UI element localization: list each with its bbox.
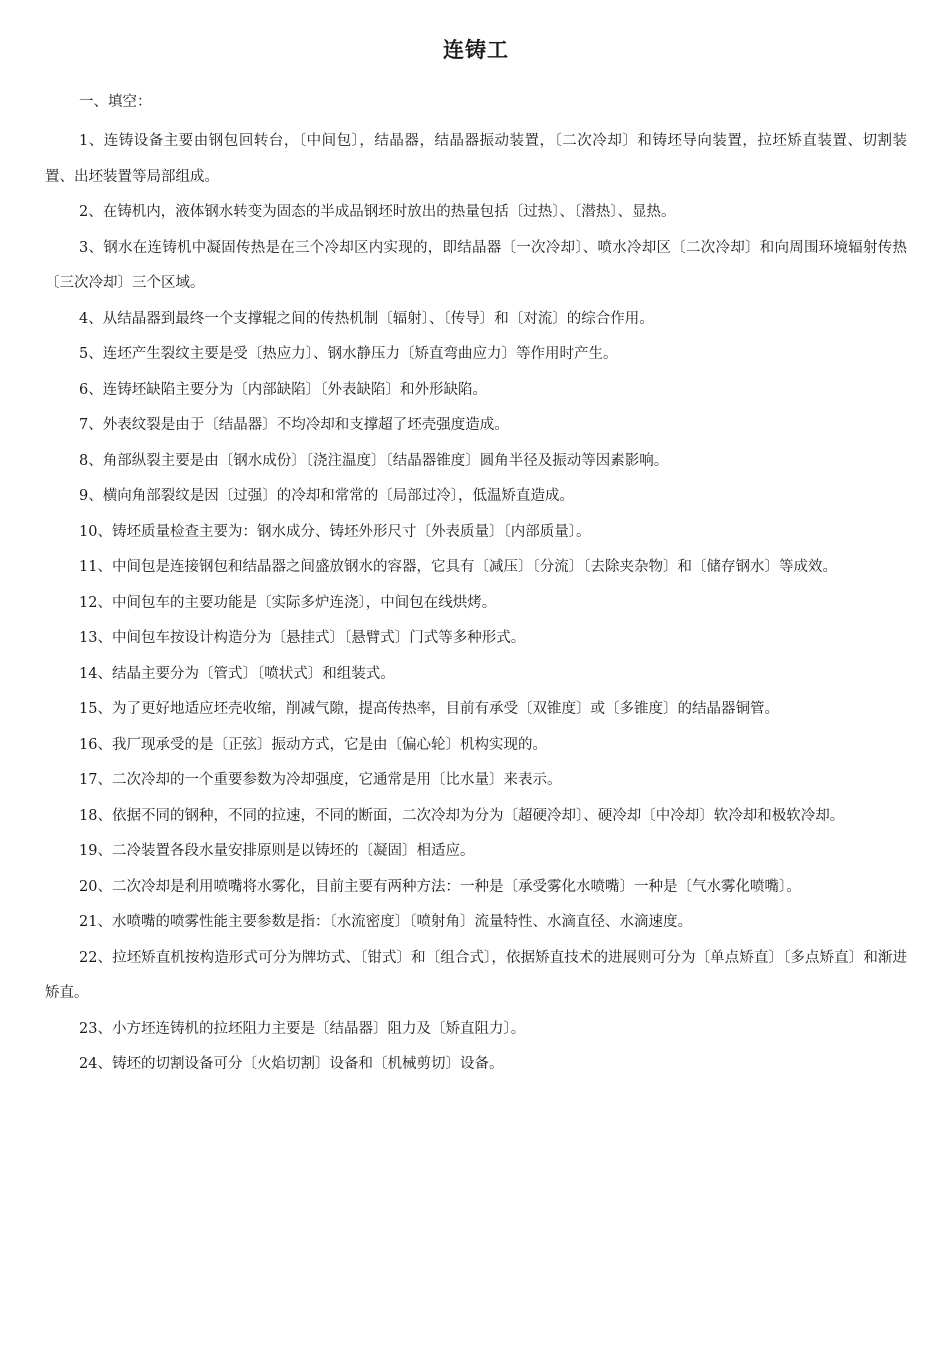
- question-item-17: 17、二次冷却的一个重要参数为冷却强度，它通常是用〔比水量〕来表示。: [79, 772, 562, 788]
- question-item-16: 16、我厂现承受的是〔正弦〕振动方式，它是由〔偏心轮〕机构实现的。: [79, 736, 547, 753]
- question-item-8: 8、角部纵裂主要是由〔钢水成份〕〔浇注温度〕〔结晶器锥度〕圆角半径及振动等因素影响。: [79, 452, 669, 469]
- question-list: [45, 124, 907, 1083]
- question-item-22: 22、拉坯矫直机按构造形式可分为牌坊式、〔钳式〕和〔组合式〕，依据矫直技术的进展则可分为〔单点矫直〕〔多点矫直〕和渐进矫直。: [45, 949, 907, 1001]
- question-item-20: 20、二次冷却是利用喷嘴将水雾化，目前主要有两种方法：一种是〔承受雾化水喷嘴〕一种是〔气水雾化喷嘴〕。: [79, 878, 801, 895]
- question-item-12: 12、中间包车的主要功能是〔实际多炉连浇〕，中间包在线烘烤。: [79, 594, 497, 611]
- question-item-24: 24、铸坯的切割设备可分〔火焰切割〕设备和〔机械剪切〕设备。: [79, 1056, 504, 1072]
- question-item-23: 23、小方坯连铸机的拉坯阻力主要是〔结晶器〕阻力及〔矫直阻力〕。: [79, 1020, 526, 1037]
- question-item-11: 11、中间包是连接钢包和结晶器之间盛放钢水的容器，它具有〔减压〕〔分流〕〔去除夹杂物〕和〔储存钢水〕等成效。: [79, 559, 837, 575]
- question-item-19: 19、二冷装置各段水量安排原则是以铸坯的〔凝固〕相适应。: [79, 843, 475, 859]
- question-item-4: 4、从结晶器到最终一个支撑辊之间的传热机制〔辐射〕、〔传导〕和〔对流〕的综合作用。: [79, 310, 654, 327]
- question-item-3: 3、钢水在连铸机中凝固传热是在三个冷却区内实现的，即结晶器〔一次冷却〕、喷水冷却区〔二次冷却〕和向周围环境辐射传热〔三次冷却〕三个区域。: [45, 239, 907, 291]
- question-item-2: 2、在铸机内，液体钢水转变为固态的半成品钢坯时放出的热量包括〔过热〕、〔潜热〕、显热。: [79, 204, 676, 220]
- section-heading: 一、填空：: [79, 94, 152, 110]
- question-item-1: 1、连铸设备主要由钢包回转台，〔中间包〕，结晶器，结晶器振动装置，〔二次冷却〕和铸坯导向装置，拉坯矫直装置、切割装置、出坯装置等局部组成。: [45, 133, 907, 185]
- question-item-7: 7、外表纹裂是由于〔结晶器〕不均冷却和支撑超了坯壳强度造成。: [79, 417, 509, 433]
- question-item-9: 9、横向角部裂纹是因〔过强〕的冷却和常常的〔局部过冷〕，低温矫直造成。: [79, 488, 574, 504]
- document-title: 连铸工: [443, 38, 509, 62]
- question-item-13: 13、中间包车按设计构造分为〔悬挂式〕〔悬臂式〕门式等多种形式。: [79, 630, 526, 646]
- question-item-15: 15、为了更好地适应坯壳收缩，削减气隙，提高传热率，目前有承受〔双锥度〕或〔多锥度〕的结晶器铜管。: [79, 701, 779, 717]
- question-item-18: 18、依据不同的钢种，不同的拉速，不同的断面，二次冷却为分为〔超硬冷却〕、硬冷却〔中冷却〕软冷却和极软冷却。: [79, 807, 845, 824]
- question-item-14: 14、结晶主要分为〔管式〕〔喷状式〕和组装式。: [79, 665, 395, 682]
- question-item-10: 10、铸坯质量检查主要为：钢水成分、铸坯外形尺寸〔外表质量〕〔内部质量〕。: [79, 523, 591, 540]
- document-page: [45, 32, 907, 1083]
- question-item-5: 5、连坯产生裂纹主要是受〔热应力〕、钢水静压力〔矫直弯曲应力〕等作用时产生。: [79, 346, 618, 362]
- question-item-21: 21、水喷嘴的喷雾性能主要参数是指：〔水流密度〕〔喷射角〕流量特性、水滴直径、水滴速度。: [79, 914, 692, 930]
- question-item-6: 6、连铸坯缺陷主要分为〔内部缺陷〕〔外表缺陷〕和外形缺陷。: [79, 381, 487, 398]
